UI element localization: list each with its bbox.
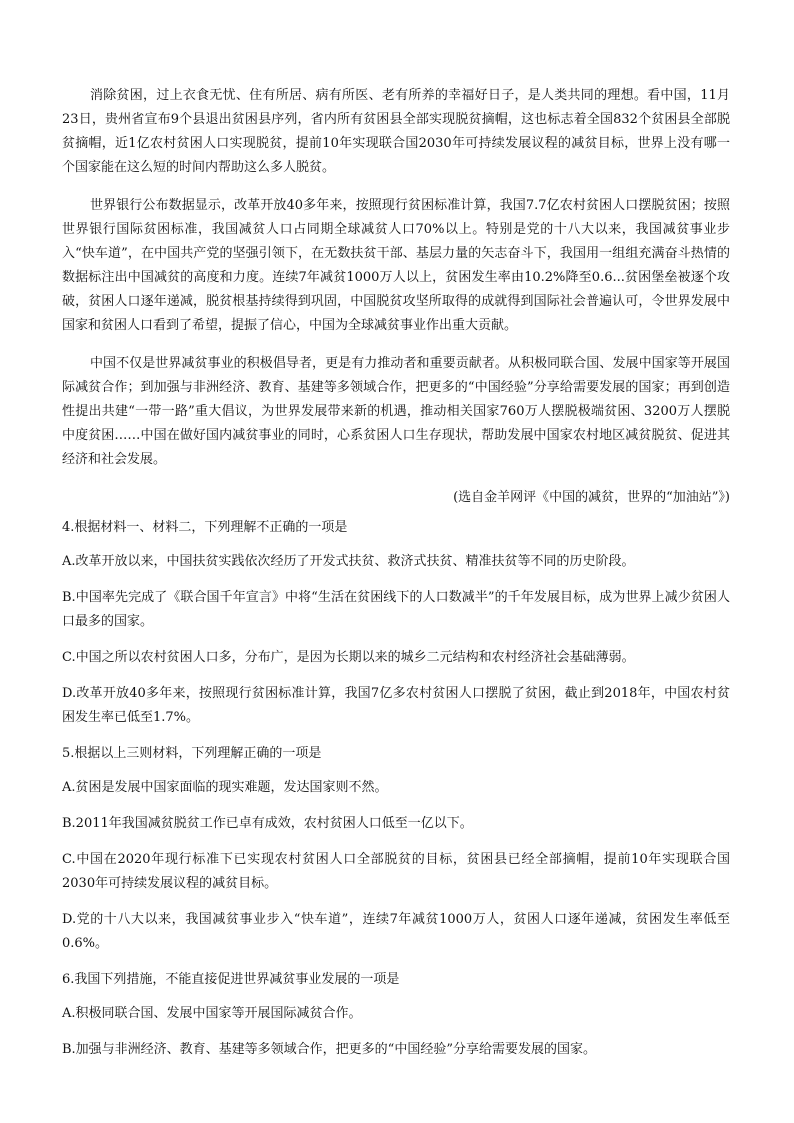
document-page — [62, 84, 730, 1074]
question-4-option-b: B.中国率先完成了《联合国千年宣言》中将“生活在贫困线下的人口数减半”的千年发展目标，成为世界上减少贫困人口最多的国家。 — [62, 590, 730, 629]
question-5-option-b: B.2011年我国减贫脱贫工作已卓有成效，农村贫困人口低至一亿以下。 — [62, 816, 473, 831]
reading-passage — [62, 84, 730, 510]
passage-paragraph-1: 消除贫困，过上衣食无忧、住有所居、病有所医、老有所养的幸福好日子，是人类共同的理想。看中国，11月23日，贵州省宣布9个县退出贫困县序列，省内所有贫困县全部实现脱贫摘帽，这也标志着全国832个贫困县全部脱贫摘帽，近1亿农村贫困人口实现脱贫，提前10年实现联合国2030年可持续发展议程的减贫目标，世界上没有哪一个国家能在这么短的时间内帮助这么多人脱贫。 — [62, 88, 730, 175]
question-4-stem: 4.根据材料一、材料二，下列理解不正确的一项是 — [62, 520, 348, 535]
question-6 — [62, 968, 730, 1062]
question-5-stem: 5.根据以上三则材料，下列理解正确的一项是 — [62, 746, 322, 761]
question-6-option-a: A.积极同联合国、发展中国家等开展国际减贫合作。 — [62, 1006, 362, 1021]
question-5-option-d: D.党的十八大以来，我国减贫事业步入“快车道”，连续7年减贫1000万人，贫困人口逐年递减，贫困发生率低至0.6%。 — [62, 912, 730, 951]
question-5-option-c: C.中国在2020年现行标准下已实现农村贫困人口全部脱贫的目标，贫困县已经全部摘帽，提前10年实现联合国2030年可持续发展议程的减贫目标。 — [62, 852, 730, 891]
question-4-option-a: A.改革开放以来，中国扶贫实践依次经历了开发式扶贫、救济式扶贫、精准扶贫等不同的历史阶段。 — [62, 554, 635, 569]
question-6-stem: 6.我国下列措施，不能直接促进世界减贫事业发展的一项是 — [62, 972, 400, 987]
question-5-option-a: A.贫困是发展中国家面临的现实难题，发达国家则不然。 — [62, 780, 388, 795]
question-4-option-d: D.改革开放40多年来，按照现行贫困标准计算，我国7亿多农村贫困人口摆脱了贫困，截止到2018年，中国农村贫困发生率已低至1.7%。 — [62, 686, 730, 725]
question-5 — [62, 742, 730, 956]
question-4-option-c: C.中国之所以农村贫困人口多，分布广，是因为长期以来的城乡二元结构和农村经济社会基础薄弱。 — [62, 650, 635, 665]
question-4 — [62, 516, 730, 730]
passage-source: (选自金羊网评《中国的减贫，世界的“加油站”》) — [453, 490, 730, 505]
passage-paragraph-3: 中国不仅是世界减贫事业的积极倡导者，更是有力推动者和重要贡献者。从积极同联合国、发展中国家等开展国际减贫合作；到加强与非洲经济、教育、基建等多领域合作，把更多的“中国经验”分享给需要发展的国家；再到创造性提出共建“一带一路”重大倡议，为世界发展带来新的机遇，推动相关国家760万人摆脱极端贫困、3200万人摆脱中度贫困……中国在做好国内减贫事业的同时，心系贫困人口生存现状，帮助发展中国家农村地区减贫脱贫、促进其经济和社会发展。 — [62, 356, 730, 467]
question-6-option-b: B.加强与非洲经济、教育、基建等多领域合作，把更多的“中国经验”分享给需要发展的国家。 — [62, 1042, 596, 1057]
passage-paragraph-2: 世界银行公布数据显示，改革开放40多年来，按照现行贫困标准计算，我国7.7亿农村贫困人口摆脱贫困；按照世界银行国际贫困标准，我国减贫人口占同期全球减贫人口70%以上。特别是党的十八大以来，我国减贫事业步入“快车道”，在中国共产党的坚强引领下，在无数扶贫干部、基层力量的矢志奋斗下，我国用一组组充满奋斗热情的数据标注出中国减贫的高度和力度。连续7年减贫1000万人以上，贫困发生率由10.2%降至0.6...贫困堡垒被逐个攻破，贫困人口逐年递减，脱贫根基持续得到巩固，中国脱贫攻坚所取得的成就得到国际社会普遍认可，令世界发展中国家和贫困人口看到了希望，提振了信心，中国为全球减贫事业作出重大贡献。 — [62, 198, 730, 333]
